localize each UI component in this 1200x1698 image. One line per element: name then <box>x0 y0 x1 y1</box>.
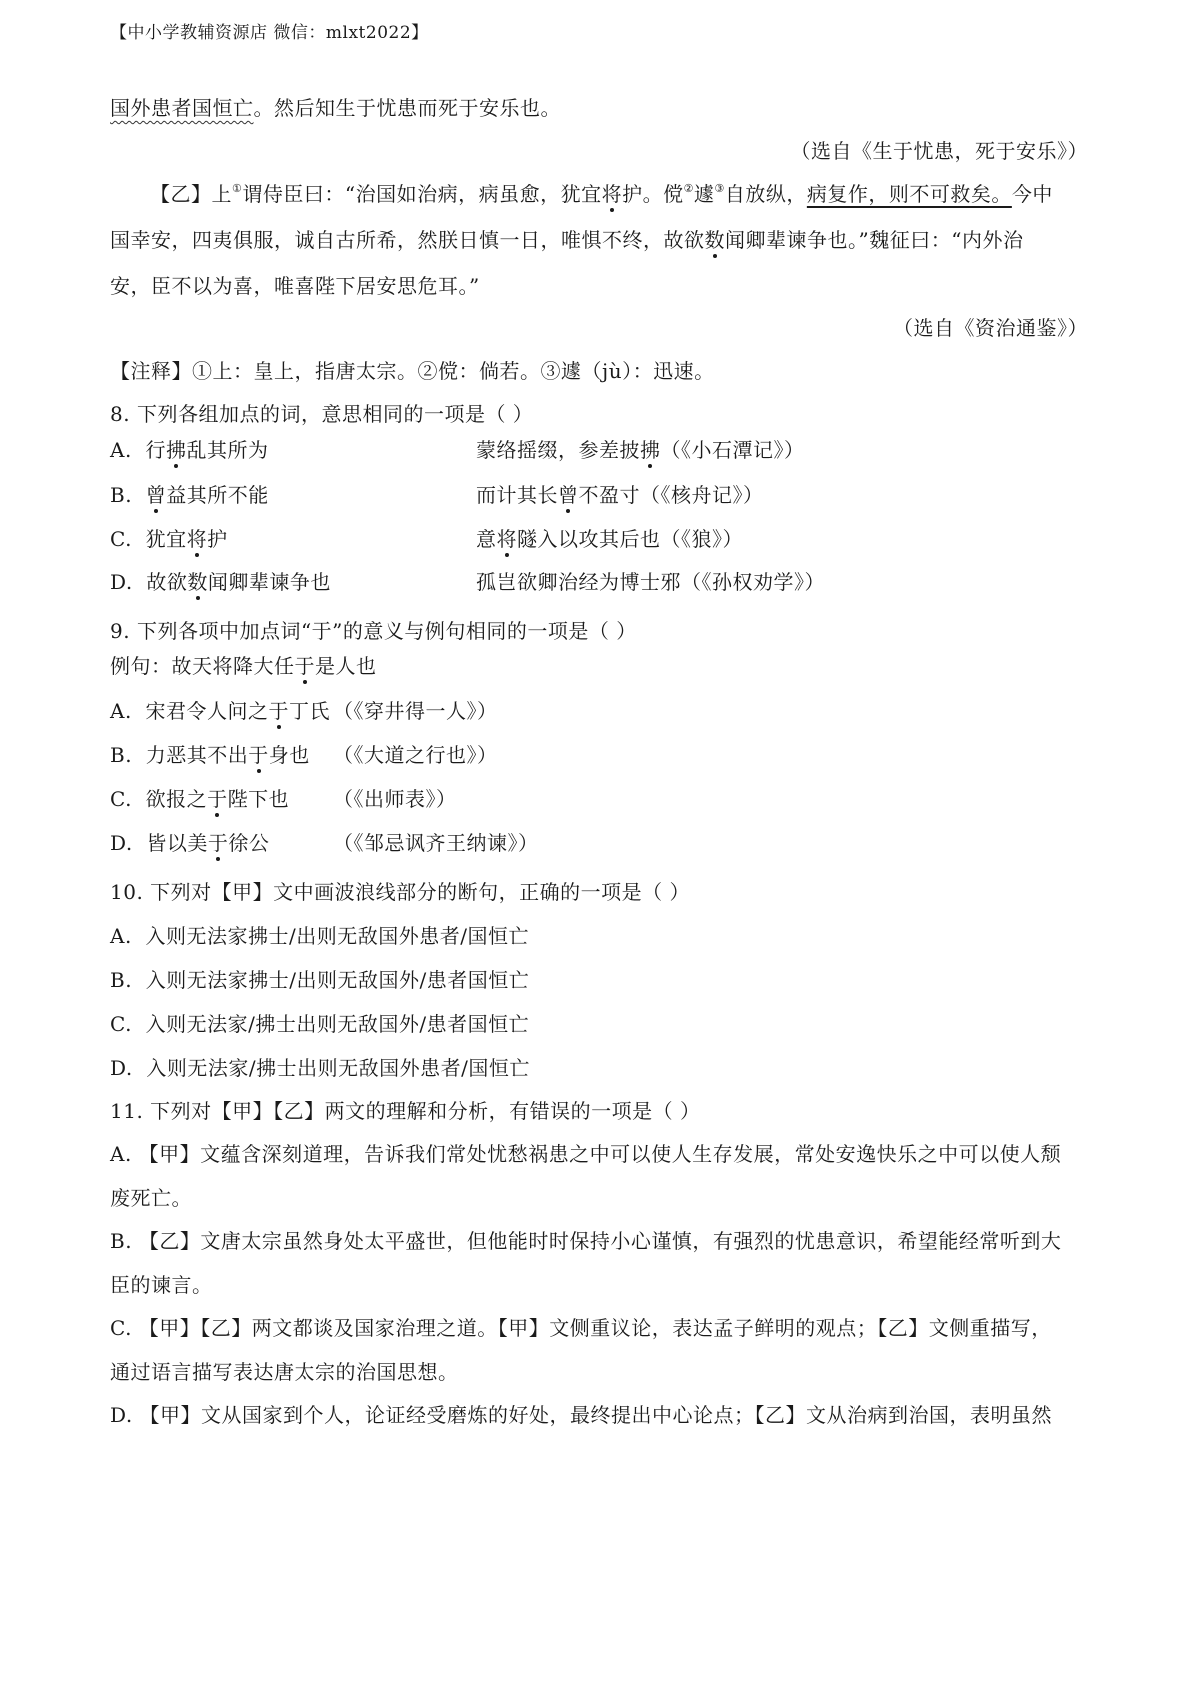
dotted-word: 将 <box>186 527 208 551</box>
text: 益其所不能 <box>166 483 269 507</box>
option-label: C. <box>110 527 132 551</box>
q9-option-b <box>110 741 498 769</box>
q8-option-a-pair <box>476 436 805 464</box>
question-9-stem: 9. 下列各项中加点词“于”的意义与例句相同的一项是（ ） <box>110 619 637 643</box>
page-header: 【中小学教辅资源店 微信：mlxt2022】 <box>110 23 429 43</box>
dotted-word: 于 <box>268 699 290 723</box>
option-label: B. <box>110 968 133 992</box>
text: 谓侍臣曰：“治国如治病，病虽愈，犹宜 <box>242 182 602 206</box>
text: 行 <box>145 438 167 462</box>
text: 身也 <box>268 743 310 767</box>
text: 例句：故天将降大任 <box>110 654 295 678</box>
text: 宋君令人问之 <box>145 699 269 723</box>
option-text: 入则无法家拂士/出则无敌国外/患者国恒亡 <box>145 968 530 992</box>
option-label: C. <box>110 787 132 811</box>
q8-option-c-pair <box>476 525 743 553</box>
text: 今中 <box>1011 182 1053 206</box>
option-text: 入则无法家拂士/出则无敌国外患者/国恒亡 <box>145 924 530 948</box>
q8-option-b-pair <box>476 481 764 509</box>
text: 自放纵， <box>724 182 807 206</box>
dotted-word: 曾 <box>558 483 579 507</box>
option-label: D. <box>110 831 133 855</box>
q10-option-c <box>110 1010 529 1038</box>
dotted-word: 数 <box>704 228 725 252</box>
text: 国幸安，四夷俱服，诚自古所希，然朕日慎一日，唯惧不终，故欲 <box>110 228 705 252</box>
option-label: D. <box>110 1056 133 1080</box>
passage-yi-line-2 <box>110 226 1023 254</box>
q10-option-d <box>110 1054 530 1082</box>
dotted-word: 数 <box>187 570 208 594</box>
text: 而计其长 <box>476 483 558 507</box>
q8-option-a <box>110 436 805 464</box>
text: 皆以美 <box>146 831 208 855</box>
text: 隧入以攻其后也（《狼》） <box>517 527 743 551</box>
q10-option-b <box>110 966 529 994</box>
option-label: A. <box>110 924 132 948</box>
text: 犹宜 <box>145 527 187 551</box>
q8-option-d <box>110 568 825 596</box>
question-11-stem: 11. 下列对【甲】【乙】两文的理解和分析，有错误的一项是（ ） <box>110 1099 701 1123</box>
dotted-word: 将 <box>601 182 623 206</box>
option-label: A. <box>110 699 132 723</box>
dotted-word: 曾 <box>145 483 167 507</box>
source: （《大道之行也》） <box>333 743 498 767</box>
source: （《出师表》） <box>333 787 457 811</box>
text: 蒙络摇缀，参差披 <box>476 438 640 462</box>
question-8-stem: 8. 下列各组加点的词，意思相同的一项是（ ） <box>110 402 534 426</box>
q10-option-a <box>110 922 529 950</box>
text: 欲报之 <box>145 787 208 811</box>
text: 护 <box>207 527 228 551</box>
passage-jia-line <box>110 94 561 122</box>
q11-option-b-line-1: B. 【乙】文唐太宗虽然身处太平盛世，但他能时时保持小心谨慎，有强烈的忧患意识，希望能经常听到大 <box>110 1229 1062 1253</box>
passage-yi-line-1 <box>150 180 1053 208</box>
q8-option-d-pair <box>476 568 825 596</box>
q11-option-c-line-1: C. 【甲】【乙】两文都谈及国家治理之道。【甲】文侧重议论，表达孟子鲜明的观点；【乙】文侧重描写， <box>110 1316 1052 1340</box>
text: 意 <box>476 527 497 551</box>
text: 护。傥 <box>622 182 684 206</box>
underlined-text: 病复作，则不可救矣。 <box>806 182 1012 206</box>
q11-option-a-line-1: A. 【甲】文蕴含深刻道理，告诉我们常处忧愁祸患之中可以使人生存发展，常处安逸快乐之中可以使人颓 <box>110 1142 1062 1166</box>
option-text: 入则无法家/拂士出则无敌国外患者/国恒亡 <box>146 1056 530 1080</box>
text: 丁氏 <box>289 699 331 723</box>
source: （《邹忌讽齐王纳谏》） <box>333 831 539 855</box>
passage-jia-source: （选自《生于忧患，死于安乐》） <box>790 139 1088 163</box>
passage-yi-line-3: 安，臣不以为喜，唯喜陛下居安思危耳。” <box>110 274 480 298</box>
text: 徐公 <box>228 831 270 855</box>
text: 孤岂欲卿治经为博士邪（《孙权劝学》） <box>476 570 825 594</box>
q8-option-b <box>110 481 764 509</box>
option-label: B. <box>110 743 133 767</box>
wavy-underlined-text: 国外患者国恒亡 <box>110 96 254 120</box>
dotted-word: 拂 <box>640 438 661 462</box>
text: 闻卿辈谏争也。”魏征曰：“内外治 <box>725 228 1024 252</box>
footnote-marker: ② <box>683 182 694 195</box>
q9-example <box>110 652 377 680</box>
dotted-word: 于 <box>294 654 315 678</box>
text: 力恶其不出 <box>145 743 249 767</box>
dotted-word: 于 <box>248 743 269 767</box>
text: 乱其所为 <box>186 438 269 462</box>
option-text: 入则无法家/拂士出则无敌国外/患者国恒亡 <box>145 1012 530 1036</box>
footnote-marker: ① <box>232 182 243 195</box>
q11-option-d-line-1: D. 【甲】文从国家到个人，论证经受磨炼的好处，最终提出中心论点；【乙】文从治病到治国，表明虽然 <box>110 1403 1053 1427</box>
text: （《小石潭记》） <box>660 438 805 462</box>
text: 遽 <box>693 182 715 206</box>
q9-option-c <box>110 785 457 813</box>
question-10-stem: 10. 下列对【甲】文中画波浪线部分的断句，正确的一项是（ ） <box>110 880 691 904</box>
passage-yi-source: （选自《资治通鉴》） <box>893 316 1088 340</box>
dotted-word: 将 <box>496 527 517 551</box>
dotted-word: 于 <box>207 831 229 855</box>
q11-option-c-line-2: 通过语言描写表达唐太宗的治国思想。 <box>110 1360 459 1384</box>
text: 是人也 <box>315 654 377 678</box>
source: （《穿井得一人》） <box>333 699 498 723</box>
q9-option-d <box>110 829 539 857</box>
option-label: D. <box>110 570 133 594</box>
text: 故欲 <box>146 570 188 594</box>
notes: 【注释】①上：皇上，指唐太宗。②傥：倘若。③遽（jù）：迅速。 <box>110 359 715 383</box>
q8-option-c <box>110 525 743 553</box>
option-label: B. <box>110 483 133 507</box>
text: 陛下也 <box>227 787 290 811</box>
text: 闻卿辈谏争也 <box>207 570 331 594</box>
footnote-marker: ③ <box>714 182 725 195</box>
passage-text: 。然后知生于忧患而死于安乐也。 <box>253 96 561 120</box>
option-label: C. <box>110 1012 132 1036</box>
dotted-word: 于 <box>207 787 228 811</box>
q11-option-b-line-2: 臣的谏言。 <box>110 1273 213 1297</box>
q9-option-a <box>110 697 498 725</box>
text: 不盈寸（《核舟记》） <box>578 483 764 507</box>
text: 【乙】上 <box>150 182 232 206</box>
q11-option-a-line-2: 废死亡。 <box>110 1186 192 1210</box>
dotted-word: 拂 <box>166 438 187 462</box>
option-label: A. <box>110 438 132 462</box>
